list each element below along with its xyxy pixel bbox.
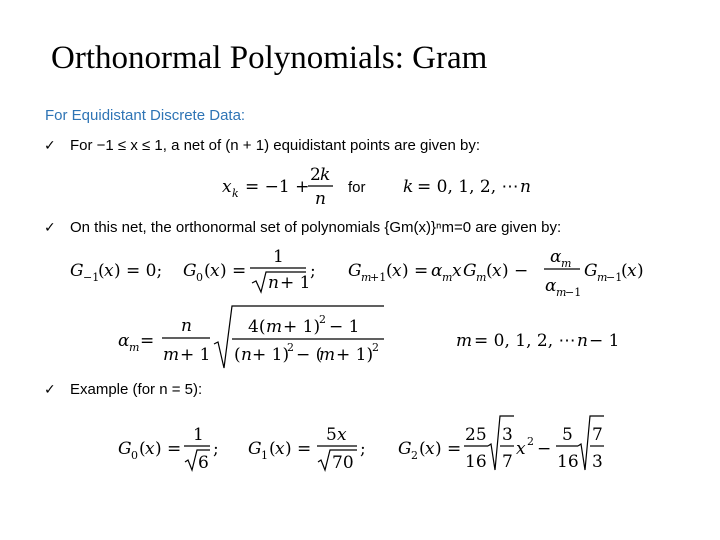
svg-text:x: x [145, 439, 155, 459]
svg-text:k: k [320, 165, 331, 185]
svg-text:k: k [232, 187, 239, 200]
svg-text:α: α [431, 261, 443, 281]
svg-text:2: 2 [411, 449, 418, 462]
svg-text:−1: −1 [565, 286, 582, 299]
svg-text:x: x [210, 261, 220, 281]
svg-text:n: n [268, 273, 279, 293]
svg-text:n: n [181, 316, 192, 336]
svg-text:G: G [348, 261, 362, 281]
svg-text:= 0, 1, 2, ⋯: = 0, 1, 2, ⋯ [474, 331, 576, 351]
svg-text:m: m [163, 345, 180, 365]
svg-text:4(: 4( [248, 317, 266, 337]
svg-text:2: 2 [372, 341, 379, 354]
svg-text:(: ( [386, 261, 393, 281]
svg-text:) =: ) = [220, 261, 247, 281]
bullet-text: On this net, the orthonormal set of polynomials {Gm(x)}ⁿm=0 are given by: [70, 219, 562, 236]
svg-text:(: ( [139, 439, 146, 459]
svg-text:x: x [425, 439, 435, 459]
svg-text:x: x [222, 177, 232, 197]
svg-text:m: m [266, 317, 283, 337]
svg-text:G: G [118, 439, 132, 459]
svg-text:α: α [118, 331, 130, 351]
bullet-text: For −1 ≤ x ≤ 1, a net of (n + 1) equidistant points are given by: [70, 137, 481, 154]
bullet-text: Example (for n = 5): [70, 381, 203, 398]
svg-text:) =: ) = [435, 439, 462, 459]
svg-text:;: ; [360, 439, 366, 459]
svg-text:x: x [516, 439, 526, 459]
svg-text:3: 3 [502, 425, 513, 445]
svg-text:1: 1 [261, 449, 268, 462]
svg-text:x: x [392, 261, 402, 281]
svg-text:2: 2 [319, 313, 326, 326]
svg-text:m: m [442, 271, 453, 284]
svg-text:2: 2 [287, 341, 294, 354]
svg-text:G: G [248, 439, 262, 459]
svg-text:1: 1 [273, 247, 284, 267]
svg-text:+1: +1 [370, 271, 387, 284]
svg-text:) =: ) = [402, 261, 429, 281]
svg-text:7: 7 [502, 452, 513, 472]
svg-text:) −: ) − [502, 261, 529, 281]
svg-text:x: x [627, 261, 637, 281]
equation-recurrence [70, 247, 644, 299]
svg-text:− (: − ( [296, 345, 323, 365]
svg-text:k: k [403, 177, 414, 197]
svg-text:x: x [492, 261, 502, 281]
svg-text:+ 1: + 1 [280, 273, 311, 293]
svg-text:x: x [104, 261, 114, 281]
svg-text:−: − [537, 439, 552, 459]
svg-text:;: ; [310, 261, 316, 281]
svg-text:m: m [561, 257, 572, 270]
svg-text:16: 16 [557, 452, 579, 472]
svg-text:(: ( [419, 439, 426, 459]
svg-text:5: 5 [562, 425, 573, 445]
svg-text:25: 25 [465, 425, 487, 445]
svg-text:+ 1): + 1) [252, 345, 290, 365]
svg-text:(: ( [269, 439, 276, 459]
svg-text:+ 1): + 1) [336, 345, 374, 365]
svg-text:6: 6 [198, 453, 209, 473]
svg-text:x: x [275, 439, 285, 459]
svg-text:n: n [315, 189, 326, 209]
svg-text:(: ( [98, 261, 105, 281]
svg-text:for: for [348, 179, 366, 196]
svg-text:G: G [584, 261, 598, 281]
svg-text:G: G [70, 261, 84, 281]
svg-text:70: 70 [332, 453, 354, 473]
svg-text:m: m [476, 271, 487, 284]
svg-text:= 0, 1, 2, ⋯: = 0, 1, 2, ⋯ [417, 177, 519, 197]
svg-text:m: m [129, 341, 140, 354]
svg-text:−1: −1 [606, 271, 623, 284]
svg-text:x: x [452, 261, 462, 281]
svg-text:=: = [140, 331, 155, 351]
check-icon: ✓ [44, 382, 56, 398]
svg-text:(: ( [486, 261, 493, 281]
section-subtitle: For Equidistant Discrete Data: [45, 107, 246, 124]
svg-text:m: m [319, 345, 336, 365]
svg-text:16: 16 [465, 452, 487, 472]
svg-text:2: 2 [310, 165, 321, 185]
svg-text:α: α [550, 247, 562, 267]
svg-text:n: n [577, 331, 588, 351]
svg-text:1: 1 [193, 425, 204, 445]
svg-text:5: 5 [326, 425, 337, 445]
svg-text:−1: −1 [83, 271, 100, 284]
svg-text:(: ( [204, 261, 211, 281]
svg-text:(: ( [621, 261, 628, 281]
svg-text:;: ; [213, 439, 219, 459]
check-icon: ✓ [44, 220, 56, 236]
svg-text:m: m [597, 271, 608, 284]
svg-text:= −1 +: = −1 + [245, 177, 310, 197]
svg-text:) = 0;: ) = 0; [114, 261, 163, 281]
slide-title: Orthonormal Polynomials: Gram [51, 40, 488, 76]
svg-text:0: 0 [196, 271, 203, 284]
svg-text:− 1: − 1 [589, 331, 620, 351]
svg-text:G: G [463, 261, 477, 281]
equation-example [118, 416, 604, 473]
svg-text:m: m [361, 271, 372, 284]
svg-text:): ) [637, 261, 644, 281]
svg-text:x: x [337, 425, 347, 445]
svg-text:α: α [545, 276, 557, 296]
svg-text:2: 2 [527, 435, 534, 448]
equation-alpha [118, 306, 619, 368]
svg-text:+ 1: + 1 [180, 345, 211, 365]
check-icon: ✓ [44, 138, 56, 154]
svg-text:) =: ) = [155, 439, 182, 459]
svg-text:m: m [556, 286, 567, 299]
svg-text:7: 7 [592, 425, 603, 445]
svg-text:n: n [241, 345, 252, 365]
svg-text:m: m [456, 331, 473, 351]
equation-net-points [222, 165, 531, 209]
svg-text:3: 3 [592, 452, 603, 472]
svg-text:G: G [183, 261, 197, 281]
svg-text:+ 1): + 1) [283, 317, 321, 337]
svg-text:(: ( [234, 345, 241, 365]
svg-text:G: G [398, 439, 412, 459]
svg-text:n: n [520, 177, 531, 197]
svg-text:) =: ) = [285, 439, 312, 459]
svg-text:− 1: − 1 [329, 317, 360, 337]
svg-text:0: 0 [131, 449, 138, 462]
